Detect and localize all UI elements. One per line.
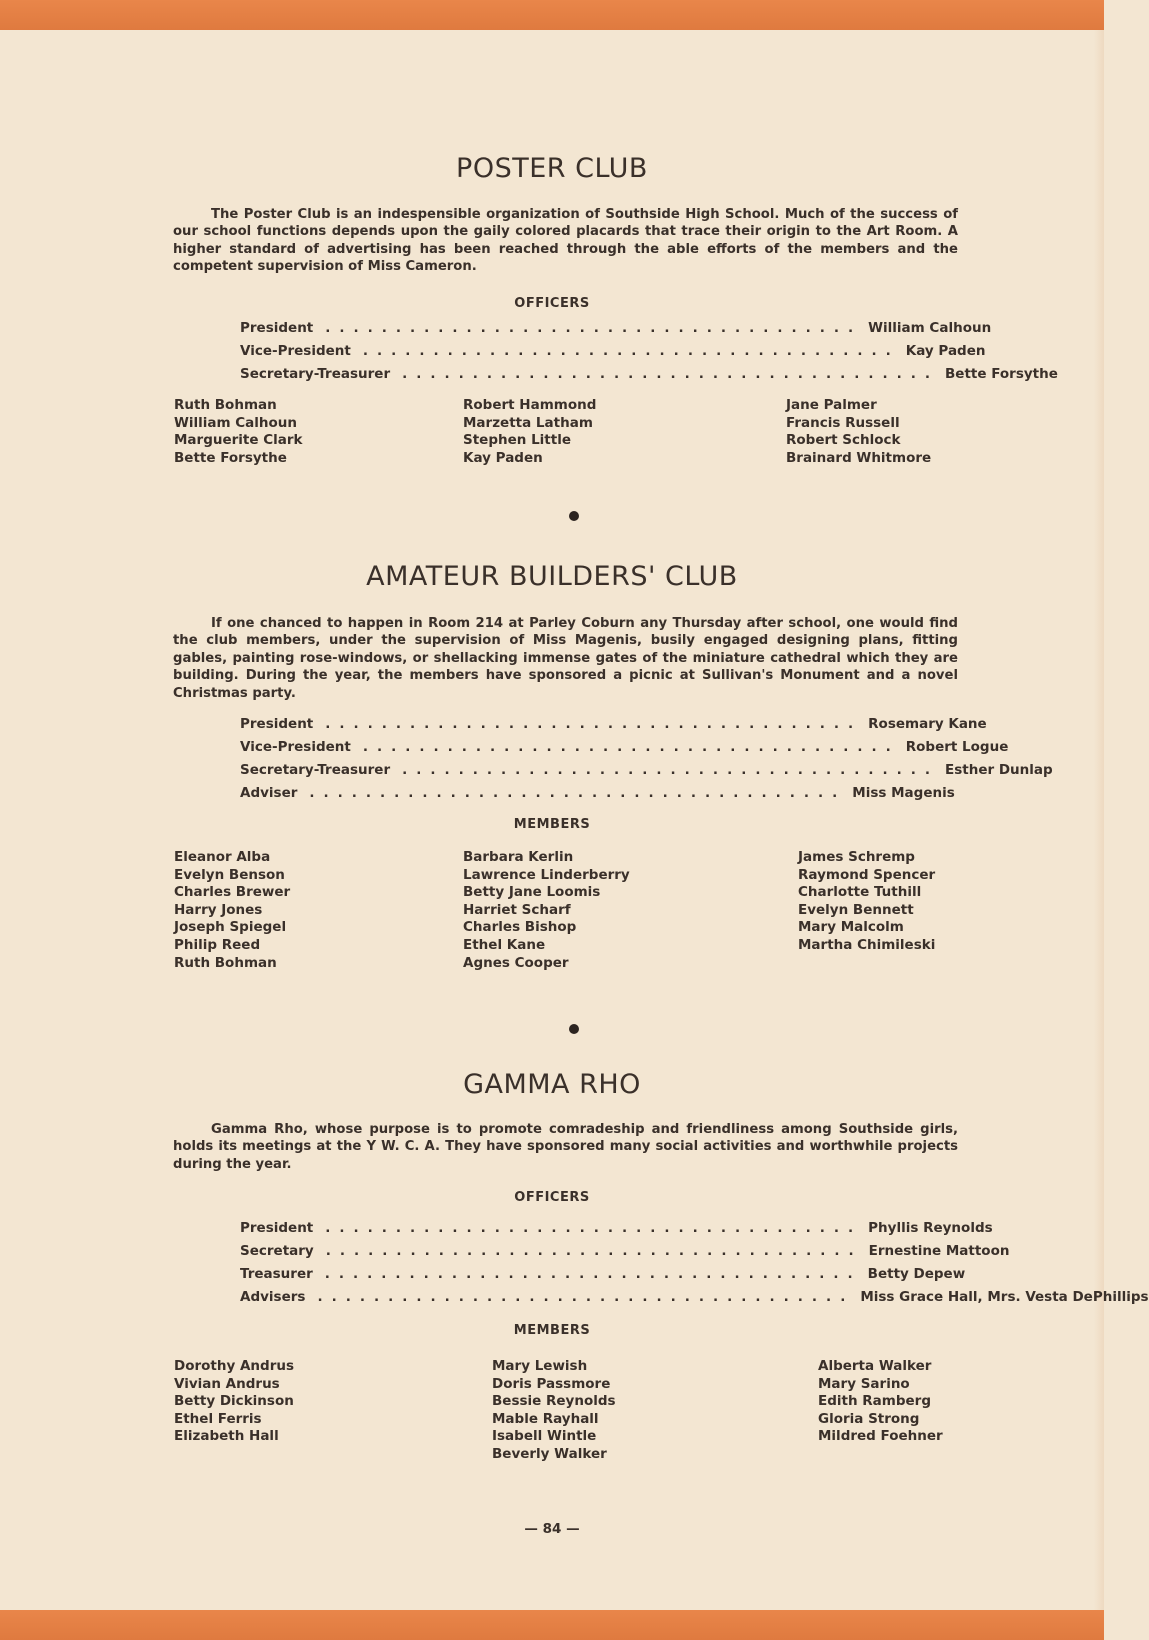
member-name: Harry Jones [174,901,263,918]
gamma-rho-officers-list [240,1220,1149,1312]
leader-dots: ...................................... [324,1266,862,1282]
page-number: — 84 — [524,1521,580,1537]
officer-name: William Calhoun [868,320,992,336]
officer-name: Ernestine Mattoon [868,1243,1010,1259]
section-divider-bullet [569,511,579,521]
member-name: Mary Lewish [492,1358,588,1374]
officer-role: Advisers [240,1289,306,1305]
member-name: Marzetta Latham [463,414,593,431]
officer-role: Secretary-Treasurer [240,366,391,382]
member-name: Charlotte Tuthill [798,884,922,901]
amateur-builders-members-col-2 [463,849,630,972]
member-name: Betty Dickinson [174,1393,294,1410]
officer-row [240,366,1058,389]
leader-dots: ...................................... [317,1289,855,1305]
member-name: William Calhoun [174,414,298,431]
officer-role: Secretary [240,1243,314,1259]
member-name: Robert Hammond [463,397,597,413]
member-name: Joseph Spiegel [174,919,287,936]
officer-name: Rosemary Kane [868,716,987,732]
officer-row [240,1266,966,1289]
officer-role: President [240,320,314,336]
member-name: Mildred Foehner [818,1428,943,1445]
officer-name: Robert Logue [905,739,1009,755]
amateur-builders-members-col-3 [798,849,935,955]
poster-club-members-col-2 [463,397,596,467]
officer-name: Phyllis Reynolds [868,1220,993,1236]
member-name: Mary Sarino [818,1375,910,1392]
gamma-rho-description: Gamma Rho, whose purpose is to promote comradeship and friendliness among Southside girls, holds its meetings at the Y W. C. A. They have sponsored many social activities and worthwhile projects during the year. [173,1122,958,1172]
member-name: Mable Rayhall [492,1410,599,1427]
officer-role: Adviser [240,785,298,801]
officer-name: Miss Grace Hall, Mrs. Vesta DePhillips [860,1289,1149,1305]
member-name: Charles Brewer [174,884,291,901]
member-name: Stephen Little [463,432,571,449]
member-name: Martha Chimileski [798,936,936,953]
member-name: Bette Forsythe [174,449,287,466]
member-name: Robert Schlock [786,432,901,449]
member-name: Edith Ramberg [818,1393,931,1410]
member-name: Ruth Bohman [174,954,277,971]
poster-club-officers-list [240,320,1058,389]
gamma-rho-title: GAMMA RHO [463,1069,641,1100]
amateur-builders-title: AMATEUR BUILDERS' CLUB [366,561,738,592]
member-name: Alberta Walker [818,1358,932,1374]
member-name: Isabell Wintle [492,1428,597,1445]
member-name: Brainard Whitmore [786,449,932,466]
bottom-border-band [0,1610,1104,1640]
amateur-builders-members-col-1 [174,849,290,972]
leader-dots: ...................................... [325,1220,863,1236]
officer-row [240,716,987,739]
leader-dots: ...................................... [402,762,939,778]
gamma-rho-members-heading: MEMBERS [513,1323,591,1338]
leader-dots: ...................................... [402,366,939,382]
leader-dots: ...................................... [325,320,863,336]
poster-club-members-col-1 [174,397,303,467]
amateur-builders-officers-list [240,716,1053,808]
officer-name: Miss Magenis [852,785,955,801]
top-border-band [0,0,1104,30]
officer-row [240,1289,1149,1312]
member-name: Vivian Andrus [174,1375,280,1392]
officer-role: President [240,716,314,732]
member-name: Kay Paden [463,449,543,466]
member-name: Harriet Scharf [463,901,571,918]
gamma-rho-members-col-3 [818,1358,943,1446]
officer-row [240,1220,993,1243]
gamma-rho-members-col-1 [174,1358,294,1446]
leader-dots: ...................................... [362,739,900,755]
section-divider-bullet [569,1024,579,1034]
member-name: Philip Reed [174,936,261,953]
officer-row [240,739,1009,762]
officer-row [240,1243,1010,1266]
member-name: Ruth Bohman [174,397,277,413]
member-name: Lawrence Linderberry [463,866,630,883]
officer-role: Vice-President [240,739,351,755]
amateur-builders-members-heading: MEMBERS [513,817,591,832]
member-name: Elizabeth Hall [174,1428,279,1445]
gamma-rho-members-col-2 [492,1358,616,1464]
member-name: Bessie Reynolds [492,1393,616,1410]
officer-name: Kay Paden [905,343,986,359]
leader-dots: ...................................... [325,1243,863,1259]
poster-club-description: The Poster Club is an indespensible organization of Southside High School. Much of the success of our school functions depends upon the gaily colored placards that trace their origin to the Art Room. A higher standard of advertising has been reached through the able efforts of the members and the competent supervision of Miss Cameron. [173,207,958,275]
leader-dots: ...................................... [325,716,863,732]
amateur-builders-description: If one chanced to happen in Room 214 at Parley Coburn any Thursday after school, one would find the club members, under the supervision of Miss Magenis, busily engaged designing plans, fitting gables, painting rose-windows, or shellacking immense gates of the miniature cathedral which they are building. During the year, the members have sponsored a picnic at Sullivan's Monument and a novel Christmas party. [173,616,958,701]
poster-club-members-col-3 [786,397,931,467]
member-name: Gloria Strong [818,1410,920,1427]
member-name: Ethel Kane [463,936,546,953]
member-name: Evelyn Bennett [798,901,914,918]
member-name: Marguerite Clark [174,432,303,449]
officer-role: President [240,1220,314,1236]
member-name: Beverly Walker [492,1445,607,1462]
officer-row [240,785,955,808]
officer-name: Esther Dunlap [945,762,1053,778]
member-name: Jane Palmer [786,397,877,413]
officer-role: Treasurer [240,1266,313,1282]
officer-row [240,343,986,366]
member-name: Ethel Ferris [174,1410,262,1427]
poster-club-officers-heading: OFFICERS [514,296,590,311]
member-name: Raymond Spencer [798,866,936,883]
member-name: Eleanor Alba [174,849,271,865]
member-name: Evelyn Benson [174,866,285,883]
member-name: Doris Passmore [492,1375,611,1392]
member-name: Barbara Kerlin [463,849,574,865]
member-name: Dorothy Andrus [174,1358,295,1374]
officer-name: Betty Depew [867,1266,966,1282]
officer-name: Bette Forsythe [945,366,1058,382]
member-name: Francis Russell [786,414,900,431]
officer-role: Secretary-Treasurer [240,762,391,778]
gamma-rho-officers-heading: OFFICERS [514,1190,590,1205]
leader-dots: ...................................... [309,785,847,801]
member-name: James Schremp [798,849,915,865]
poster-club-title: POSTER CLUB [456,153,648,184]
officer-row [240,320,992,343]
member-name: Charles Bishop [463,919,577,936]
officer-role: Vice-President [240,343,351,359]
member-name: Agnes Cooper [463,954,569,971]
member-name: Betty Jane Loomis [463,884,601,901]
officer-row [240,762,1053,785]
member-name: Mary Malcolm [798,919,904,936]
leader-dots: ...................................... [362,343,900,359]
